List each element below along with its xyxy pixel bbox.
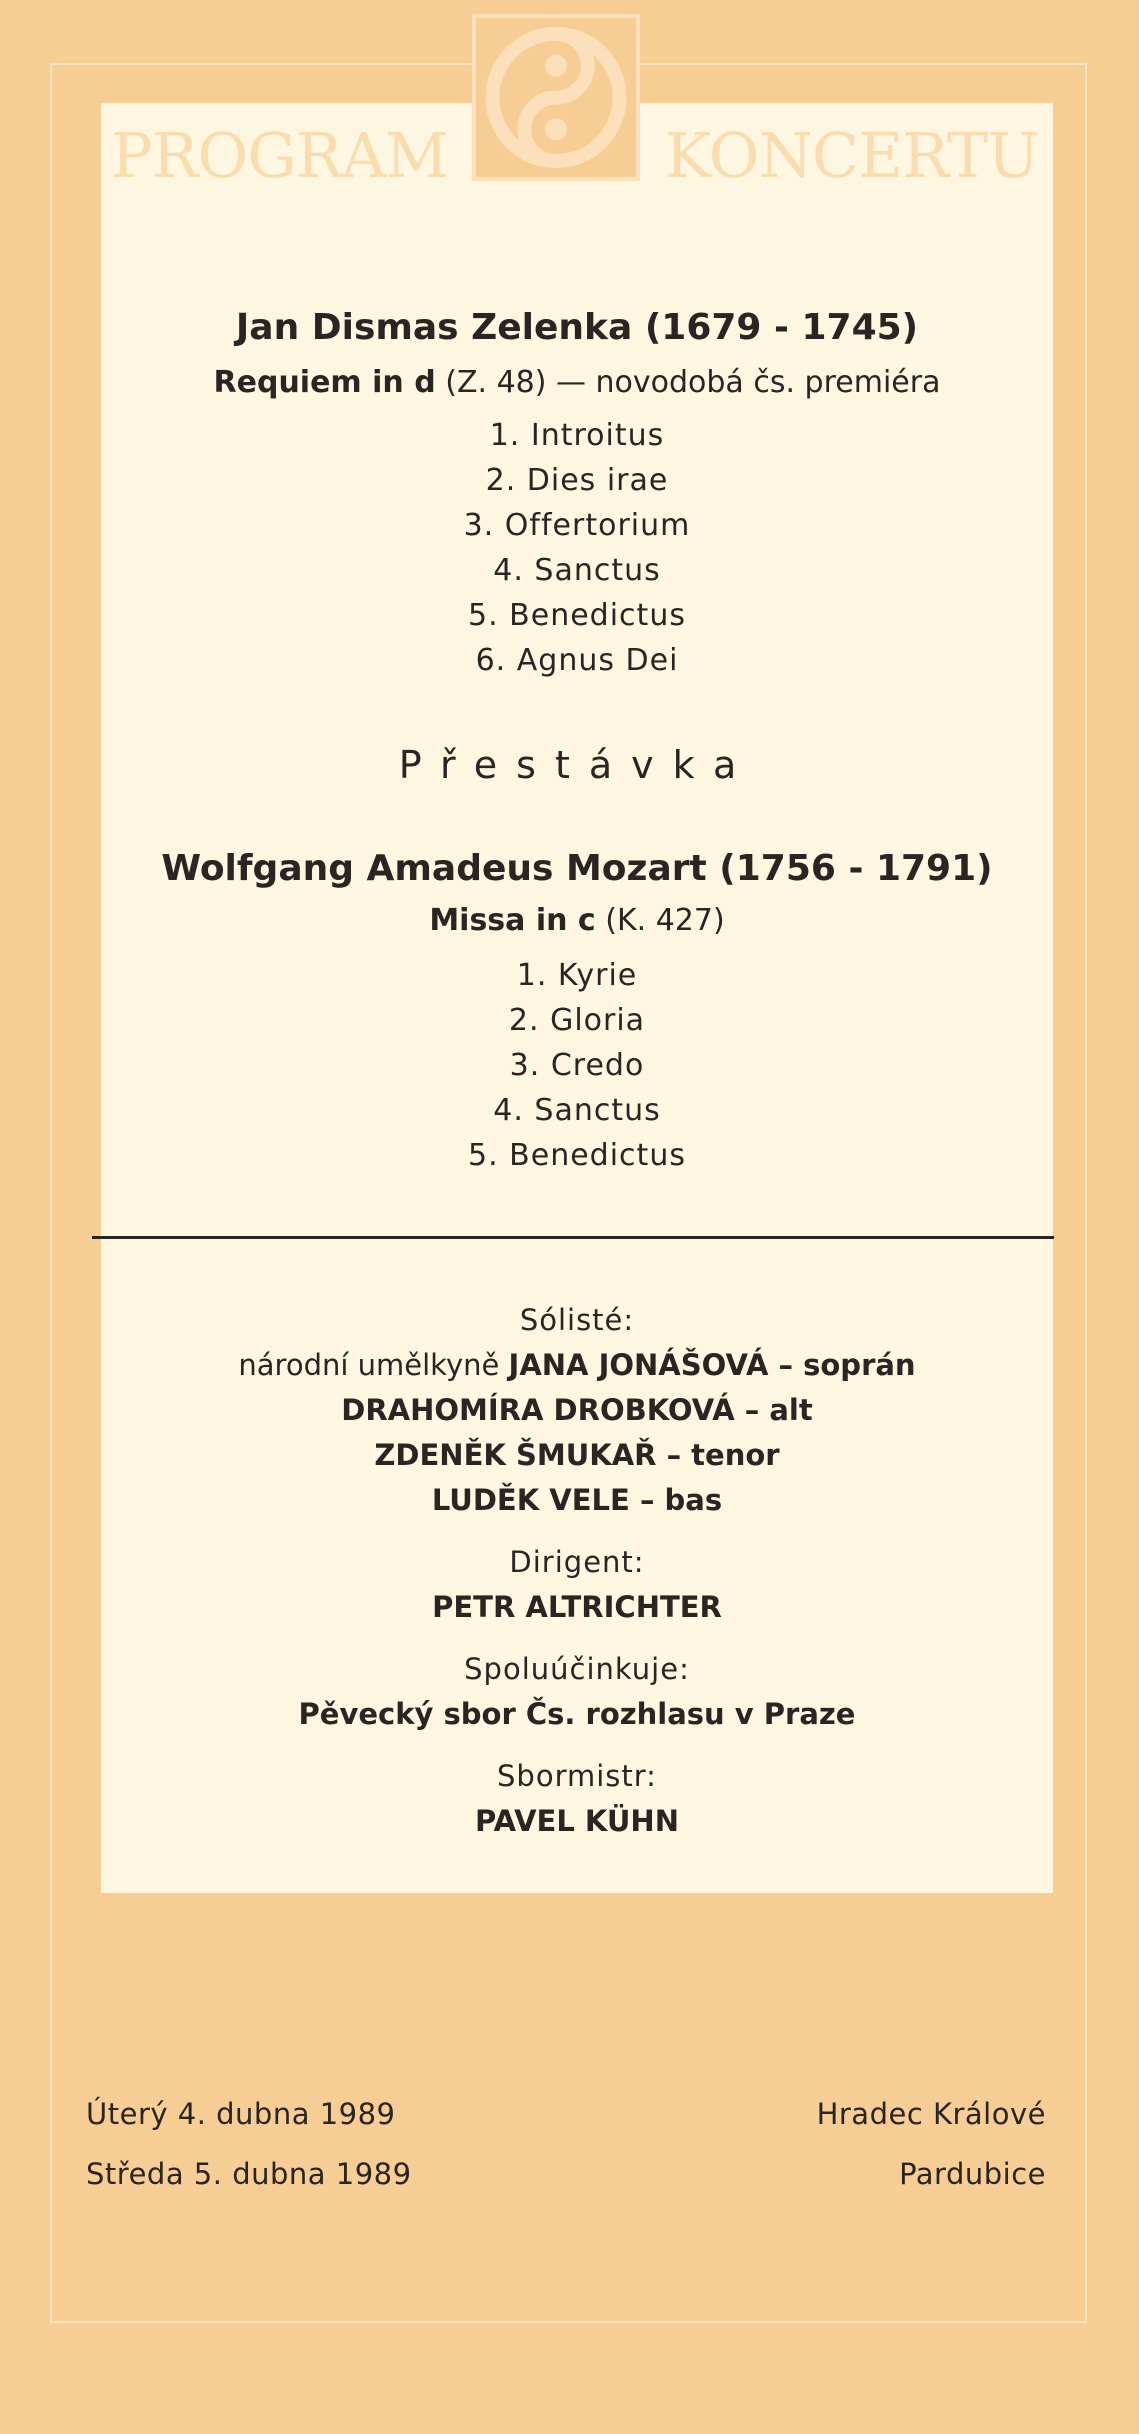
swirl-logo-icon	[472, 14, 640, 181]
section-divider	[92, 1236, 1054, 1239]
performance-city: Pardubice	[899, 2157, 1046, 2191]
conductor-name: PETR ALTRICHTER	[432, 1590, 722, 1624]
work-requiem-title: Requiem in d	[213, 365, 436, 400]
header-word-program: PROGRAM	[111, 119, 448, 192]
movement-item: 2. Dies irae	[485, 463, 669, 498]
work-missa	[101, 903, 1053, 938]
work-missa-detail: (K. 427)	[595, 903, 725, 938]
soloist-alto: DRAHOMÍRA DROBKOVÁ – alt	[341, 1393, 813, 1427]
movement-item: 6. Agnus Dei	[475, 643, 679, 678]
composer-zelenka: Jan Dismas Zelenka (1679 - 1745)	[235, 307, 919, 348]
work-requiem-detail: (Z. 48) — novodobá čs. premiéra	[435, 365, 941, 400]
movement-item: 2. Gloria	[508, 1003, 646, 1038]
soloist-honorific: národní umělkyně	[238, 1348, 509, 1382]
movement-item: 5. Benedictus	[468, 1138, 686, 1173]
participating-label: Spoluúčinkuje:	[464, 1652, 690, 1686]
performance-date: Středa 5. dubna 1989	[86, 2157, 412, 2191]
choirmaster-label: Sbormistr:	[497, 1759, 657, 1793]
composer-mozart: Wolfgang Amadeus Mozart (1756 - 1791)	[161, 848, 993, 889]
soloist-soprano-name: JANA JONÁŠOVÁ – soprán	[508, 1348, 916, 1382]
soloist-soprano	[101, 1348, 1053, 1382]
movement-item: 5. Benedictus	[468, 598, 686, 633]
intermission: Přestávka	[398, 743, 756, 787]
movement-item: 4. Sanctus	[493, 1093, 661, 1128]
soloist-tenor: ZDENĚK ŠMUKAŘ – tenor	[374, 1438, 780, 1472]
choirmaster-name: PAVEL KÜHN	[475, 1804, 679, 1838]
movement-item: 1. Kyrie	[516, 958, 638, 993]
soloists-label: Sólisté:	[519, 1303, 635, 1337]
movement-item: 4. Sanctus	[493, 553, 661, 588]
movement-item: 1. Introitus	[489, 418, 665, 453]
performance-date: Úterý 4. dubna 1989	[86, 2097, 396, 2131]
conductor-label: Dirigent:	[509, 1545, 645, 1579]
header-word-koncertu: KONCERTU	[665, 119, 1039, 192]
swirl-logo-svg	[476, 18, 636, 177]
movement-item: 3. Offertorium	[463, 508, 691, 543]
performance-city: Hradec Králové	[816, 2097, 1046, 2131]
work-missa-title: Missa in c	[429, 903, 596, 938]
work-requiem	[101, 365, 1053, 400]
soloist-bass: LUDĚK VELE – bas	[431, 1483, 723, 1517]
movement-item: 3. Credo	[509, 1048, 645, 1083]
participating-choir: Pěvecký sbor Čs. rozhlasu v Praze	[298, 1697, 856, 1731]
